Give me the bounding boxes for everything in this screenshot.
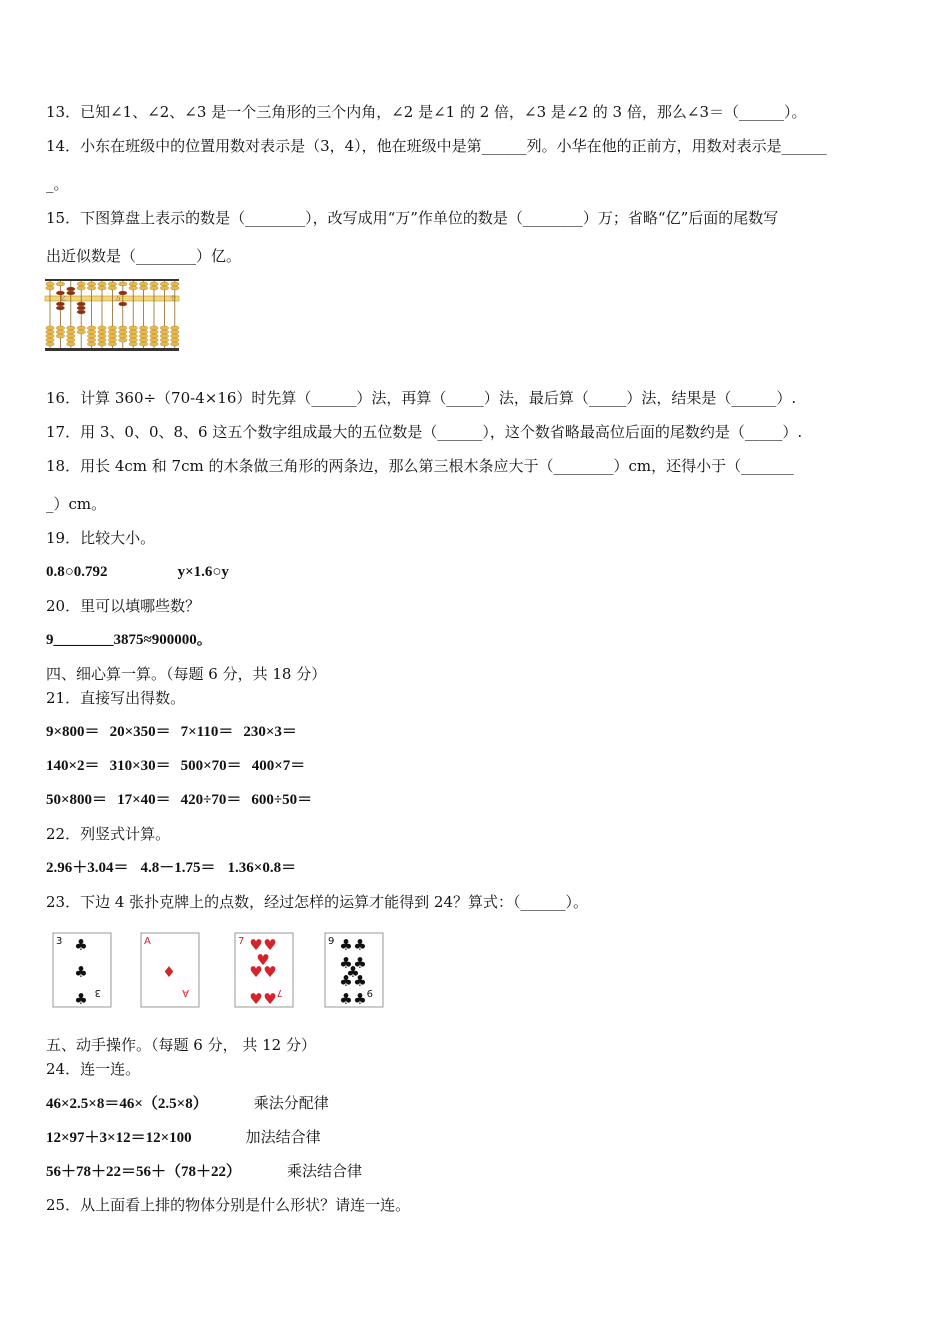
abacus-bead	[77, 310, 85, 314]
calc-item: 400×7＝	[251, 758, 306, 774]
abacus-bead	[139, 330, 147, 334]
match-law: 加法结合律	[245, 1128, 321, 1146]
abacus-bead	[108, 286, 116, 290]
calc-item: 9×800＝	[46, 724, 100, 740]
card-pip: ♥	[249, 936, 263, 954]
calc-item: 140×2＝	[46, 758, 100, 774]
question-14-cont: _。	[46, 175, 69, 193]
card-rank: 7	[238, 936, 245, 947]
question-25: 25．从上面看上排的物体分别是什么形状？请连一连。	[46, 1196, 411, 1214]
abacus-bead	[46, 286, 54, 290]
abacus-bead	[119, 302, 127, 306]
abacus-bead	[160, 342, 168, 346]
card-pip: ♥	[249, 963, 263, 981]
card-pip: ♣	[353, 972, 367, 990]
abacus-bead	[150, 330, 158, 334]
compare-item-b: y×1.6○y	[177, 564, 229, 580]
card-rank: A	[144, 936, 151, 947]
abacus-bead	[46, 338, 54, 342]
calc-item: 17×40＝	[117, 792, 171, 808]
card-pip: ♣	[353, 954, 367, 972]
abacus-bead	[139, 282, 147, 286]
question-20-expr: 9________3875≈900000。	[46, 632, 212, 648]
abacus-bead	[87, 338, 95, 342]
abacus-bead	[129, 338, 137, 342]
card-pip: ♥	[249, 990, 263, 1008]
abacus-bead	[150, 282, 158, 286]
abacus-bead	[129, 342, 137, 346]
abacus-bead	[119, 291, 127, 295]
question-23: 23．下边 4 张扑克牌上的点数，经过怎样的运算才能得到 24？算式：（______）。	[46, 893, 589, 911]
abacus-bead	[139, 286, 147, 290]
abacus-bead	[171, 334, 179, 338]
abacus-bead	[98, 334, 106, 338]
compare-item-a: 0.8○0.792	[46, 564, 108, 580]
abacus-bead	[129, 330, 137, 334]
abacus-bead	[150, 334, 158, 338]
calc-item: 2.96＋3.04＝	[46, 860, 129, 876]
card-pip: ♥	[263, 936, 277, 954]
calc-item: 20×350＝	[109, 724, 171, 740]
match-expression: 56＋78＋22＝56＋（78＋22）	[46, 1164, 242, 1180]
abacus-bead	[160, 338, 168, 342]
calc-item: 600÷50＝	[251, 792, 313, 808]
abacus-bead	[46, 282, 54, 286]
abacus-label-wan: 万	[115, 295, 122, 303]
calc-item: 50×800＝	[46, 792, 108, 808]
abacus-bead	[108, 282, 116, 286]
vertical-calc-row	[46, 858, 910, 878]
card-pip: ♣	[346, 963, 360, 981]
abacus-bead	[150, 338, 158, 342]
abacus-bead	[67, 334, 75, 338]
calc-item: 230×3＝	[243, 724, 297, 740]
abacus-bead	[56, 330, 64, 334]
calc-row-3	[46, 790, 910, 810]
abacus-bead	[98, 342, 106, 346]
card-rank: 9	[328, 936, 335, 947]
calc-item: 500×70＝	[180, 758, 242, 774]
abacus-bottom-frame	[45, 348, 179, 351]
question-15: 15．下图算盘上表示的数是（________），改写成用“万”作单位的数是（________）万；省略“亿”后面的尾数写	[46, 209, 779, 227]
abacus-bead	[108, 338, 116, 342]
abacus-bead	[87, 326, 95, 330]
question-21: 21．直接写出得数。	[46, 689, 186, 707]
abacus-bead	[129, 286, 137, 290]
abacus-bead	[108, 326, 116, 330]
match-expression: 12×97＋3×12＝12×100	[46, 1130, 192, 1146]
card-pip: ♥	[263, 963, 277, 981]
abacus-bead	[87, 330, 95, 334]
playing-card	[53, 933, 111, 1008]
abacus-bead	[98, 330, 106, 334]
abacus-bead	[56, 306, 64, 310]
abacus-bead	[171, 326, 179, 330]
question-13: 13．已知∠1、∠2、∠3 是一个三角形的三个内角，∠2 是∠1 的 2 倍，∠3 是∠2 的 3 倍，那么∠3＝（______）。	[46, 103, 807, 121]
abacus-bead	[56, 334, 64, 338]
card-pip: ♣	[339, 990, 353, 1008]
card-pip: ♣	[74, 936, 88, 954]
abacus-bead	[160, 334, 168, 338]
calc-item: 4.8－1.75＝	[140, 860, 216, 876]
card-pip: ♥	[263, 990, 277, 1008]
abacus-bead	[119, 282, 127, 286]
calc-item: 310×30＝	[109, 758, 171, 774]
card-pip: ♣	[339, 954, 353, 972]
abacus-bead	[119, 338, 127, 342]
abacus-bead	[67, 342, 75, 346]
match-law: 乘法分配律	[253, 1094, 329, 1112]
abacus-bead	[77, 306, 85, 310]
match-row-1	[46, 1093, 910, 1114]
abacus-bead	[160, 330, 168, 334]
abacus-bead	[108, 330, 116, 334]
question-18-cont: _）cm。	[46, 495, 107, 513]
abacus-bead	[129, 334, 137, 338]
calc-item: 420÷70＝	[180, 792, 242, 808]
abacus-bead	[171, 286, 179, 290]
abacus-bead	[160, 326, 168, 330]
card-rank-inverted: 7	[276, 987, 283, 998]
abacus-bead	[98, 286, 106, 290]
abacus-bead	[171, 342, 179, 346]
card-pip: ♣	[339, 936, 353, 954]
question-15-cont: 出近似数是（________）亿。	[46, 247, 242, 265]
abacus-bead	[98, 326, 106, 330]
abacus-bead	[139, 334, 147, 338]
abacus-figure	[44, 278, 180, 352]
abacus-bead	[56, 326, 64, 330]
abacus-top-frame	[45, 279, 179, 281]
abacus-bead	[160, 286, 168, 290]
abacus-bead	[150, 326, 158, 330]
abacus-bead	[129, 282, 137, 286]
abacus-bead	[87, 282, 95, 286]
abacus-bead	[160, 282, 168, 286]
abacus-bead	[67, 338, 75, 342]
abacus-bead	[46, 334, 54, 338]
abacus-bead	[171, 338, 179, 342]
playing-cards-figure	[52, 932, 392, 1012]
abacus-bead	[139, 338, 147, 342]
abacus-bead	[77, 330, 85, 334]
abacus-bead	[108, 334, 116, 338]
cards-layer	[53, 933, 383, 1008]
card-pip: ♣	[353, 990, 367, 1008]
abacus-bead	[77, 286, 85, 290]
playing-card	[325, 933, 383, 1008]
section-4-heading: 四、细心算一算。（每题 6 分，共 18 分）	[46, 665, 327, 683]
abacus-bead	[139, 326, 147, 330]
abacus-bead	[56, 302, 64, 306]
abacus-label-yi: 亿	[60, 295, 67, 303]
card-pip: ♣	[74, 963, 88, 981]
abacus-bead	[67, 330, 75, 334]
abacus-bead	[46, 326, 54, 330]
abacus-bead	[46, 342, 54, 346]
card-rank-inverted: 3	[94, 987, 101, 998]
abacus-bead	[119, 334, 127, 338]
abacus-bead	[77, 282, 85, 286]
calc-item: 7×110＝	[180, 724, 234, 740]
abacus-bead	[98, 338, 106, 342]
abacus-bead	[56, 291, 64, 295]
card-pip: ♥	[256, 951, 270, 969]
match-row-3	[46, 1161, 910, 1182]
question-24: 24．连一连。	[46, 1060, 141, 1078]
abacus-bead	[67, 326, 75, 330]
abacus-bead	[150, 342, 158, 346]
abacus-bead	[150, 286, 158, 290]
abacus-label-ge: 个	[170, 295, 177, 303]
abacus-bead	[129, 326, 137, 330]
card-rank-inverted: 9	[366, 987, 373, 998]
question-16: 16．计算 360÷（70-4×16）时先算（______）法，再算（_____）法，最后算（_____）法，结果是（______）.	[46, 389, 797, 407]
abacus-bead	[77, 326, 85, 330]
abacus-bead	[98, 282, 106, 286]
calc-row-1	[46, 722, 910, 742]
card-pip: ♣	[74, 990, 88, 1008]
card-pip: ♦	[162, 963, 176, 981]
abacus-bead	[119, 326, 127, 330]
abacus-bead	[67, 287, 75, 291]
abacus-bead	[46, 330, 54, 334]
playing-card	[235, 933, 293, 1008]
question-20: 20．里可以填哪些数？	[46, 597, 201, 615]
question-19-items	[46, 562, 910, 582]
question-14: 14．小东在班级中的位置用数对表示是（3，4），他在班级中是第______列。小华在他的正前方，用数对表示是______	[46, 137, 827, 155]
question-17: 17．用 3、0、0、8、6 这五个数字组成最大的五位数是（______），这个数省略最高位后面的尾数约是（_____）.	[46, 423, 803, 441]
abacus-bead	[87, 334, 95, 338]
card-pip: ♣	[353, 936, 367, 954]
question-19: 19．比较大小。	[46, 529, 156, 547]
abacus-bead	[77, 302, 85, 306]
match-expression: 46×2.5×8＝46×（2.5×8）	[46, 1096, 208, 1112]
abacus-bead	[67, 291, 75, 295]
abacus-bead	[87, 286, 95, 290]
section-5-heading: 五、动手操作。（每题 6 分， 共 12 分）	[46, 1036, 316, 1054]
match-row-2	[46, 1127, 910, 1148]
calc-row-2	[46, 756, 910, 776]
card-pip: ♣	[339, 972, 353, 990]
abacus-bead	[171, 282, 179, 286]
calc-item: 1.36×0.8＝	[227, 860, 297, 876]
abacus-bead	[171, 330, 179, 334]
abacus-bead	[139, 342, 147, 346]
match-law: 乘法结合律	[287, 1162, 363, 1180]
question-18: 18．用长 4cm 和 7cm 的木条做三角形的两条边，那么第三根木条应大于（________）cm，还得小于（_______	[46, 457, 794, 475]
card-rank-inverted: A	[182, 987, 189, 998]
card-rank: 3	[56, 936, 63, 947]
abacus-bead	[108, 342, 116, 346]
question-22: 22．列竖式计算。	[46, 825, 171, 843]
playing-card	[141, 933, 199, 1007]
abacus-bead	[87, 342, 95, 346]
abacus-bead	[119, 330, 127, 334]
abacus-bead	[56, 282, 64, 286]
